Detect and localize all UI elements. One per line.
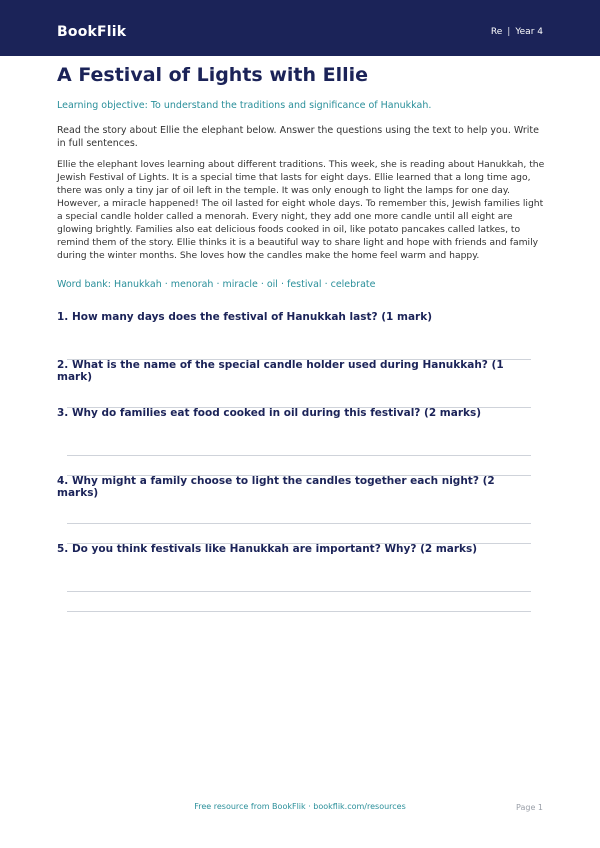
word-bank-label: Word bank: [57, 279, 112, 290]
question-3: 3. Why do families eat food cooked in oil during this festival? (2 marks) [57, 407, 482, 419]
footer-resource-link[interactable]: Free resource from BookFlik · bookflik.com/resources [194, 802, 406, 811]
word-bank-word: Hanukkah [114, 279, 162, 290]
separator: | [507, 27, 511, 37]
subject-label: Re [490, 27, 503, 37]
question-4: 4. Why might a family choose to light the candles together each night? (2 marks) [57, 475, 495, 499]
page-title: A Festival of Lights with Ellie [57, 64, 369, 86]
instructions-text: Read the story about Ellie the elephant below. Answer the questions using the text to help you. Write in full sentences. [57, 125, 539, 149]
answer-line[interactable] [67, 591, 531, 592]
brand-logo-text[interactable]: BookFlik [57, 24, 127, 40]
word-bank-word: menorah [170, 279, 214, 290]
word-bank-word: miracle [222, 279, 258, 290]
question-2: 2. What is the name of the special candle holder used during Hanukkah? (1 mark) [57, 359, 504, 383]
question-5: 5. Do you think festivals like Hanukkah are important? Why? (2 marks) [57, 543, 478, 555]
question-1: 1. How many days does the festival of Hanukkah last? (1 mark) [57, 311, 432, 323]
word-bank-word: celebrate [330, 279, 376, 290]
page-header [0, 0, 600, 56]
page-number: Page 1 [516, 803, 543, 812]
story-text: Ellie the elephant loves learning about different traditions. This week, she is reading about Hanukkah, the Jewish Festival of Lights. It is a special time that lasts for eight days. Ellie learned that a long time ago, there was only a tiny jar of oil left in the temple. It was only enough to light the lamps for one day. However, a miracle happened! The oil lasted for eight whole days. To remember this, Jewish families light a special candle holder called a menorah. Every night, they add one more candle until all eight are glowing brightly. Families also eat delicious foods cooked in oil, like potato pancakes called latkes, to remind them of the story. Ellie thinks it is a beautiful way to share light and hope with friends and family during the winter months. She loves how the candles make the home feel warm and happy. [57, 159, 545, 261]
learning-objective: Learning objective: To understand the traditions and significance of Hanukkah. [57, 100, 432, 111]
word-bank-word: oil [266, 279, 278, 290]
word-bank: Word bank: Hanukkah · menorah · miracle · oil · festival · celebrate [57, 279, 376, 290]
subject-year-label [491, 27, 543, 37]
word-bank-word: festival [286, 279, 322, 290]
answer-line[interactable] [67, 523, 531, 524]
year-label: Year 4 [515, 27, 543, 37]
answer-line[interactable] [67, 455, 531, 456]
answer-line[interactable] [67, 611, 531, 612]
